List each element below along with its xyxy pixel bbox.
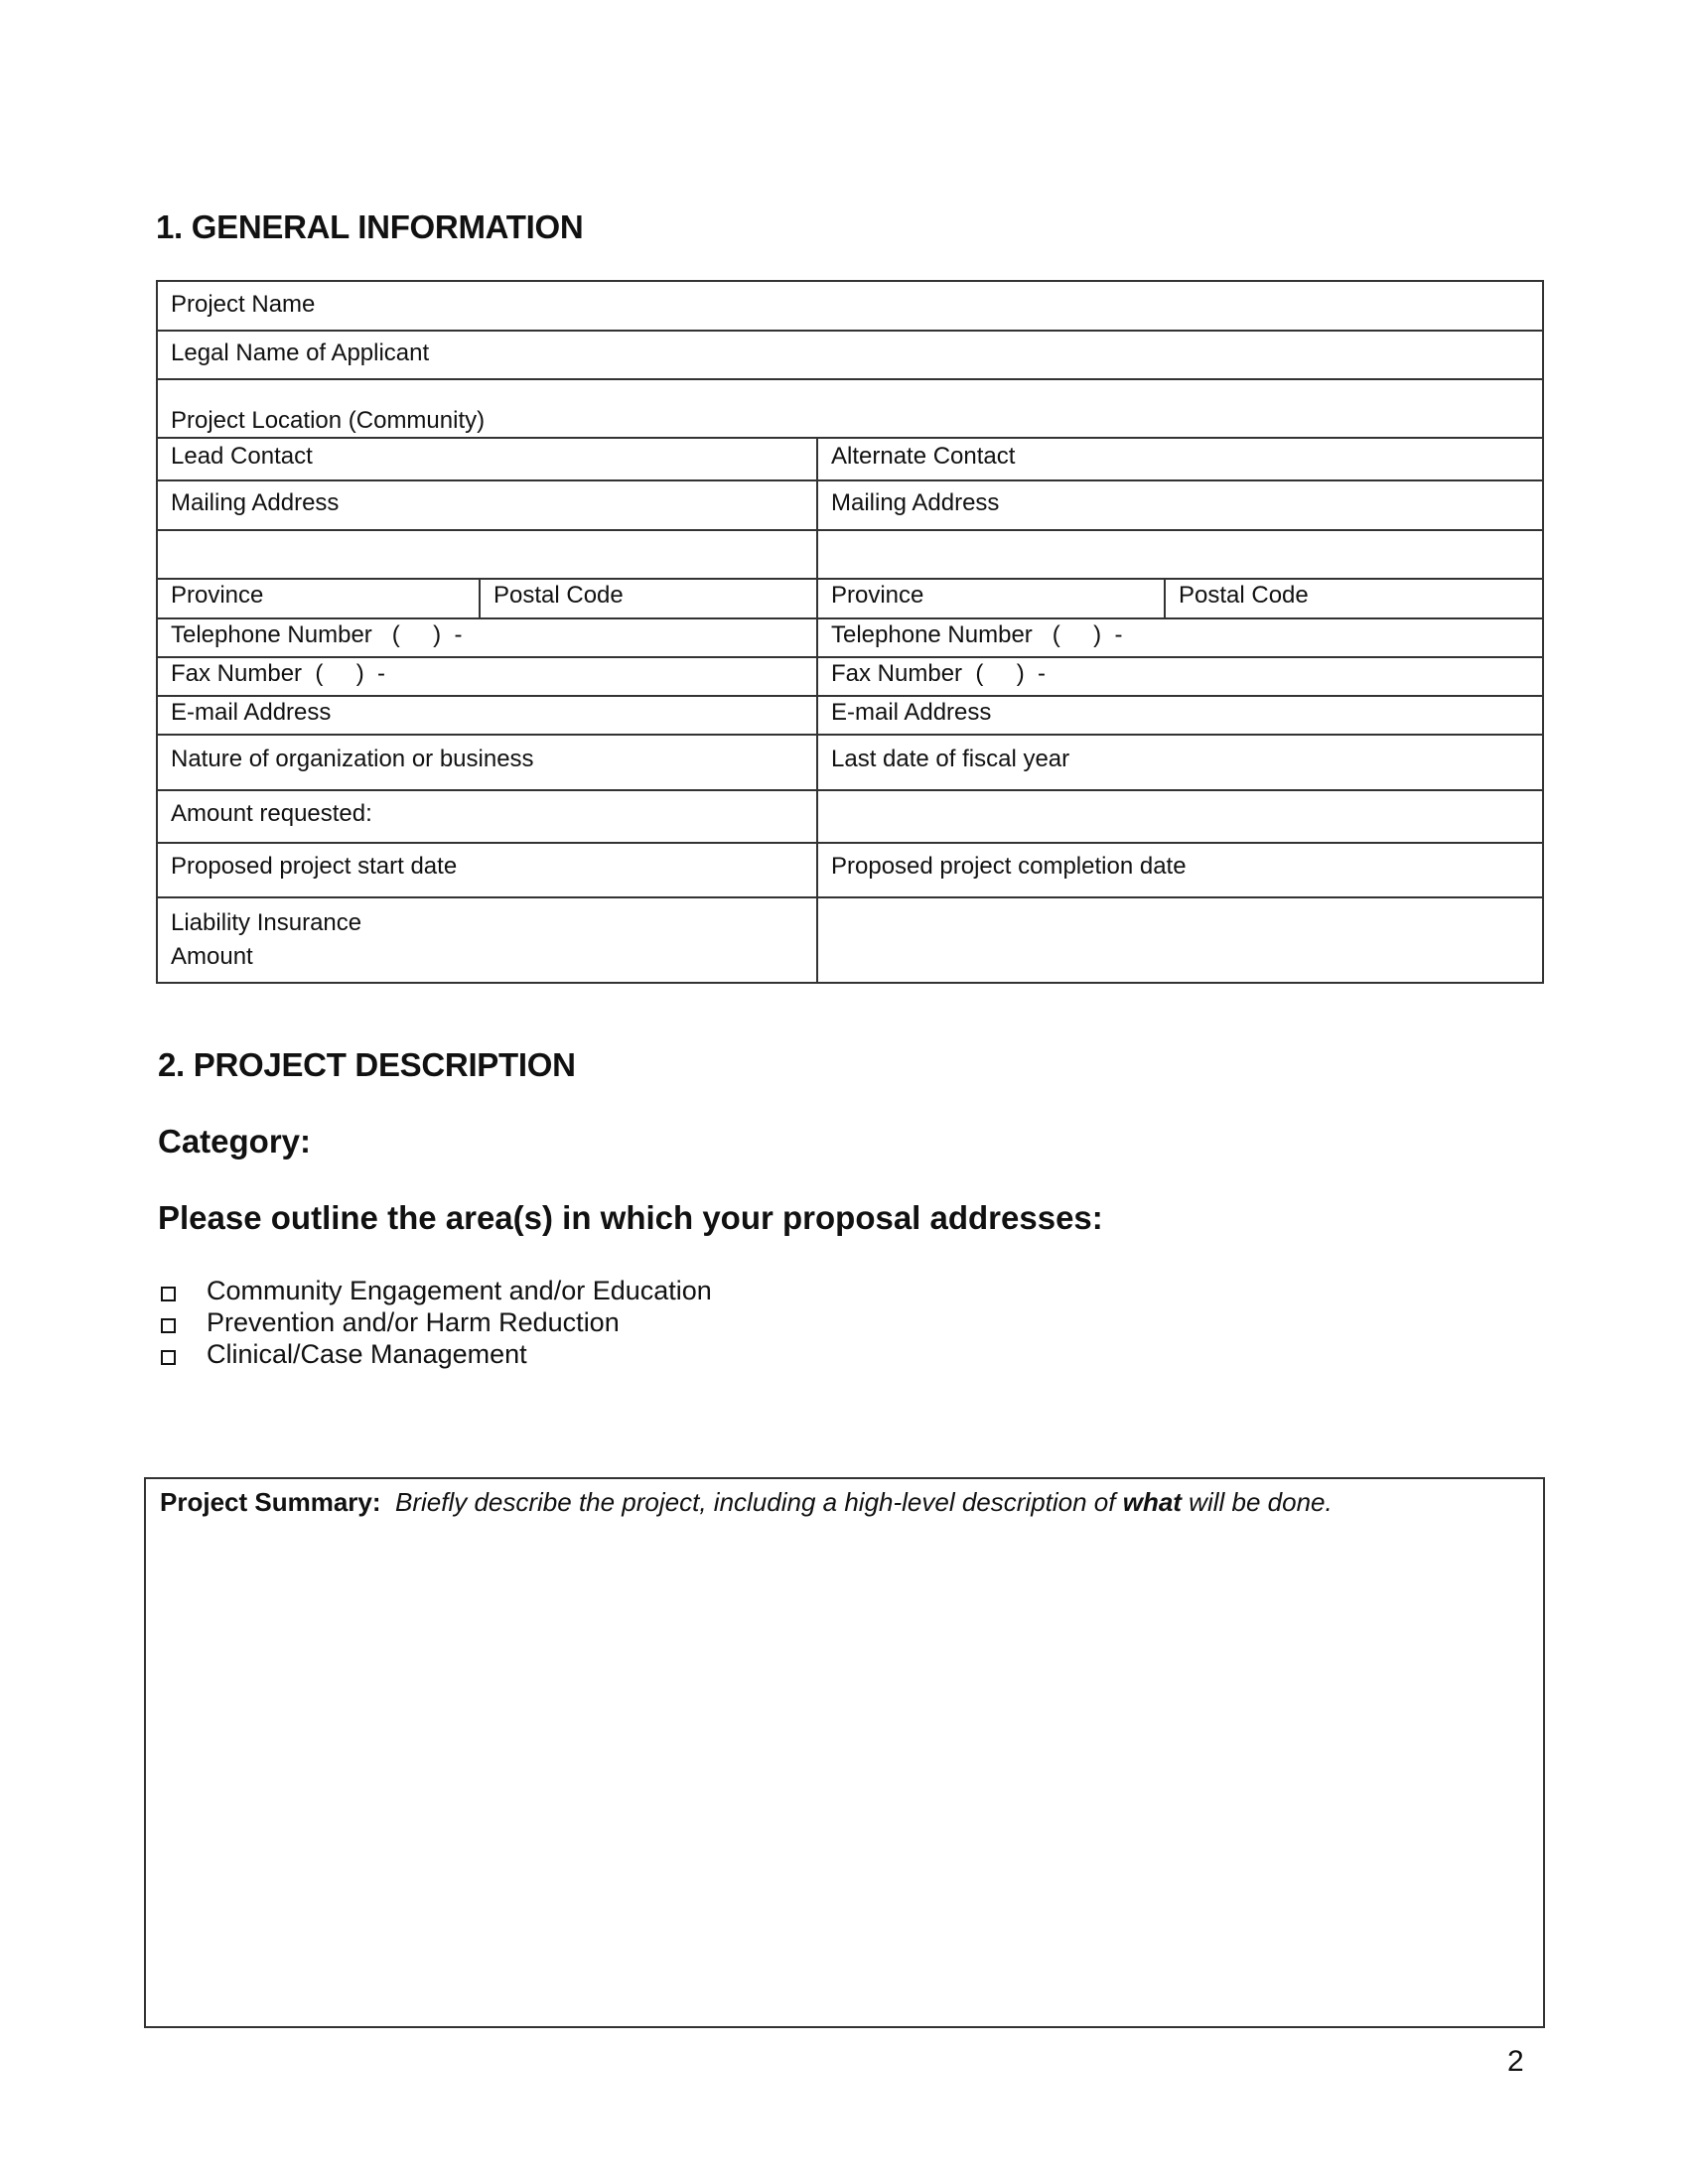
checkbox-prevention-harm-reduction[interactable] xyxy=(161,1318,176,1333)
alt-postal-code-field[interactable]: Postal Code xyxy=(1179,582,1309,609)
section-1-title: 1. GENERAL INFORMATION xyxy=(156,208,584,245)
category-label: Category: xyxy=(158,1123,312,1160)
row-divider xyxy=(158,896,1542,898)
row-divider xyxy=(158,378,1542,380)
summary-hint-1: Briefly describe the project, including a high-level description of xyxy=(394,1487,1123,1517)
row-divider xyxy=(158,695,1542,697)
alt-mailing-address-field[interactable]: Mailing Address xyxy=(831,489,1000,516)
row-divider xyxy=(158,330,1542,332)
project-name-field[interactable]: Project Name xyxy=(171,291,316,318)
nature-of-organization-field[interactable]: Nature of organization or business xyxy=(171,746,534,772)
project-summary-prompt xyxy=(160,1487,1333,1518)
liability-insurance-value-field[interactable] xyxy=(818,909,1533,969)
areas-question: Please outline the area(s) in which your proposal addresses: xyxy=(158,1199,1103,1236)
liability-line-1: Liability Insurance xyxy=(171,909,362,936)
start-date-field[interactable]: Proposed project start date xyxy=(171,853,458,880)
alt-province-field[interactable]: Province xyxy=(831,582,924,609)
row-divider xyxy=(158,617,1542,619)
general-information-table xyxy=(156,280,1544,984)
lead-telephone-field[interactable]: Telephone Number ( ) - xyxy=(171,621,463,648)
fiscal-year-end-field[interactable]: Last date of fiscal year xyxy=(831,746,1070,772)
lead-postal-code-field[interactable]: Postal Code xyxy=(493,582,624,609)
lead-mailing-address-field[interactable]: Mailing Address xyxy=(171,489,340,516)
row-divider xyxy=(158,479,1542,481)
summary-hint-emphasis: what xyxy=(1122,1487,1182,1517)
option-label: Clinical/Case Management xyxy=(207,1339,527,1369)
project-location-field[interactable]: Project Location (Community) xyxy=(171,407,486,434)
liability-insurance-label[interactable] xyxy=(158,909,361,971)
option-label: Prevention and/or Harm Reduction xyxy=(207,1307,620,1337)
section-2-title: 2. PROJECT DESCRIPTION xyxy=(158,1046,576,1083)
legal-name-field[interactable]: Legal Name of Applicant xyxy=(171,340,430,366)
row-divider xyxy=(158,437,1542,439)
project-summary-label: Project Summary: xyxy=(160,1487,381,1517)
option-label: Community Engagement and/or Education xyxy=(207,1276,712,1305)
liability-line-2: Amount xyxy=(171,943,253,970)
row-divider xyxy=(158,842,1542,844)
alternate-contact-field[interactable]: Alternate Contact xyxy=(831,443,1016,470)
row-divider xyxy=(158,789,1542,791)
lead-fax-field[interactable]: Fax Number ( ) - xyxy=(171,660,386,687)
row-divider xyxy=(158,578,1542,580)
row-divider xyxy=(158,656,1542,658)
project-summary-box[interactable] xyxy=(144,1477,1545,2028)
amount-requested-field[interactable]: Amount requested: xyxy=(171,800,372,827)
lead-email-field[interactable]: E-mail Address xyxy=(171,699,332,726)
lead-contact-field[interactable]: Lead Contact xyxy=(171,443,313,470)
alt-telephone-field[interactable]: Telephone Number ( ) - xyxy=(831,621,1123,648)
checkbox-clinical-case-management[interactable] xyxy=(161,1350,176,1365)
row-divider xyxy=(158,529,1542,531)
summary-hint-2: will be done. xyxy=(1181,1487,1333,1517)
alt-email-field[interactable]: E-mail Address xyxy=(831,699,992,726)
amount-requested-value-field[interactable] xyxy=(818,800,1533,830)
lead-province-field[interactable]: Province xyxy=(171,582,264,609)
completion-date-field[interactable]: Proposed project completion date xyxy=(831,853,1187,880)
checkbox-community-engagement[interactable] xyxy=(161,1287,176,1301)
alt-fax-field[interactable]: Fax Number ( ) - xyxy=(831,660,1047,687)
page-number: 2 xyxy=(1507,2045,1524,2078)
row-divider xyxy=(158,734,1542,736)
